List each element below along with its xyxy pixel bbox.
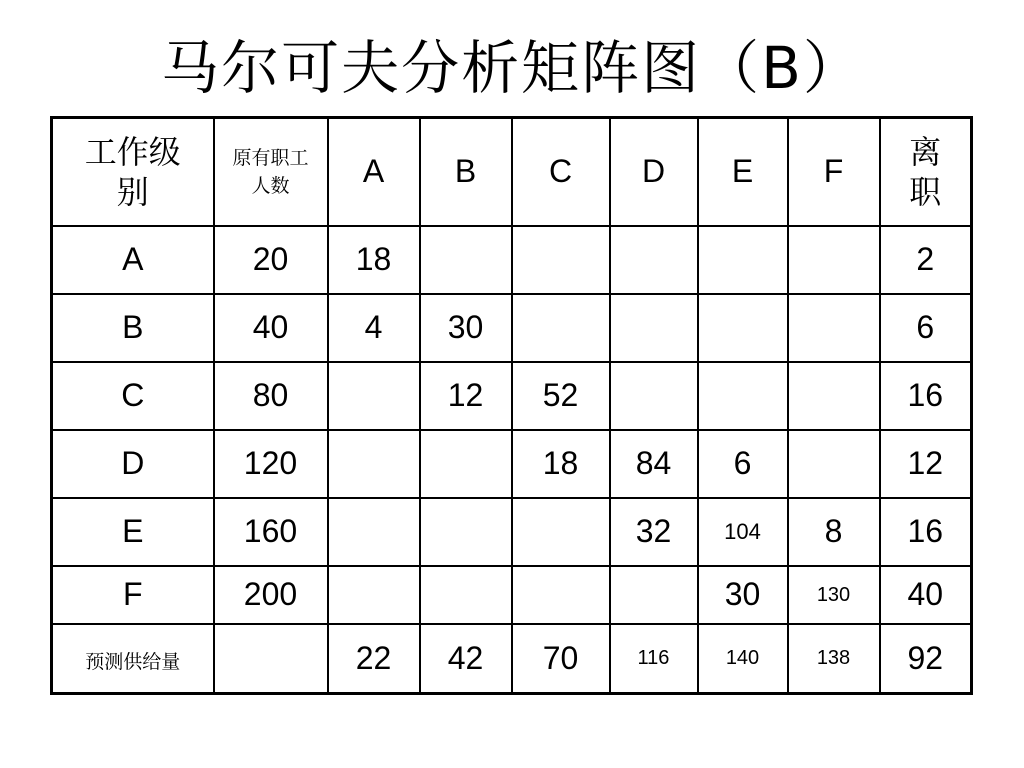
matrix-cell: 18 [512,430,610,498]
matrix-cell: 8 [788,498,880,566]
matrix-cell: 12 [420,362,512,430]
matrix-cell [420,226,512,294]
leave-cell: 2 [880,226,972,294]
original-count-cell: 160 [214,498,328,566]
matrix-cell: 52 [512,362,610,430]
matrix-cell [610,566,698,624]
original-count-cell: 200 [214,566,328,624]
page-title: 马尔可夫分析矩阵图（B） [161,34,863,102]
matrix-cell [420,566,512,624]
matrix-cell [788,226,880,294]
footer-label: 预测供给量 [52,624,214,694]
supply-cell: 22 [328,624,420,694]
matrix-cell [698,226,788,294]
header-original-staff: 原有职工人数 [214,118,328,227]
table-row [52,226,972,294]
matrix-cell [788,362,880,430]
matrix-cell [512,226,610,294]
table-row [52,430,972,498]
row-label: E [52,498,214,566]
table-footer-row [52,624,972,694]
matrix-cell: 30 [420,294,512,362]
matrix-cell: 130 [788,566,880,624]
matrix-cell [512,566,610,624]
matrix-cell [610,226,698,294]
matrix-cell [610,362,698,430]
leave-cell: 16 [880,498,972,566]
header-col-e: E [698,118,788,227]
row-label: D [52,430,214,498]
matrix-cell [328,566,420,624]
row-label: C [52,362,214,430]
leave-cell: 12 [880,430,972,498]
matrix-cell: 4 [328,294,420,362]
header-col-b: B [420,118,512,227]
header-leave: 离职 [880,118,972,227]
matrix-cell [512,498,610,566]
supply-cell: 138 [788,624,880,694]
header-col-c: C [512,118,610,227]
header-job-level: 工作级别 [52,118,214,227]
leave-cell: 40 [880,566,972,624]
header-col-d: D [610,118,698,227]
matrix-cell: 30 [698,566,788,624]
matrix-cell [698,362,788,430]
matrix-cell [512,294,610,362]
row-label: B [52,294,214,362]
matrix-cell [788,430,880,498]
matrix-cell [328,362,420,430]
matrix-cell [328,430,420,498]
matrix-cell [788,294,880,362]
matrix-cell [420,498,512,566]
leave-cell: 6 [880,294,972,362]
matrix-cell [328,498,420,566]
matrix-cell: 84 [610,430,698,498]
table-row [52,294,972,362]
header-col-f: F [788,118,880,227]
supply-cell: 140 [698,624,788,694]
matrix-cell: 32 [610,498,698,566]
matrix-cell [420,430,512,498]
footer-original-cell [214,624,328,694]
original-count-cell: 80 [214,362,328,430]
original-count-cell: 20 [214,226,328,294]
matrix-cell [610,294,698,362]
matrix-cell: 104 [698,498,788,566]
supply-cell: 42 [420,624,512,694]
leave-cell: 16 [880,362,972,430]
supply-cell: 70 [512,624,610,694]
table-row [52,498,972,566]
table-row [52,566,972,624]
row-label: F [52,566,214,624]
supply-cell: 116 [610,624,698,694]
leave-cell: 92 [880,624,972,694]
markov-matrix-table [50,116,973,695]
row-label: A [52,226,214,294]
matrix-cell: 6 [698,430,788,498]
matrix-cell [698,294,788,362]
matrix-cell: 18 [328,226,420,294]
original-count-cell: 40 [214,294,328,362]
table-header-row [52,118,972,227]
header-col-a: A [328,118,420,227]
original-count-cell: 120 [214,430,328,498]
table-row [52,362,972,430]
